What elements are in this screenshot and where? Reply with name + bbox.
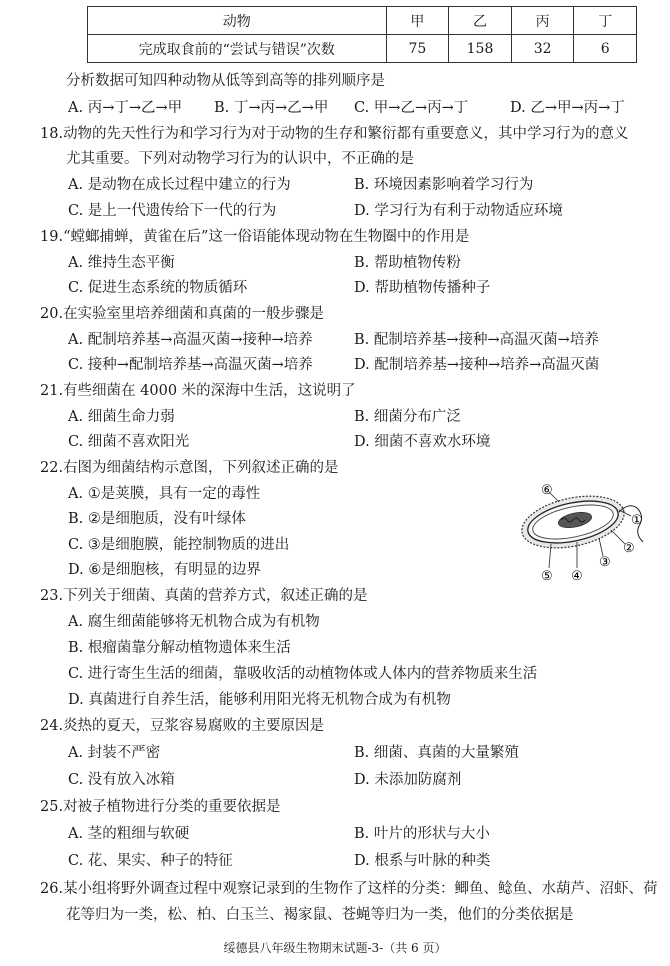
q26-number: 26. <box>40 881 64 897</box>
q20-option-d: D. 配制培养基→接种→培养→高温灭菌 <box>354 357 600 373</box>
figure-label-1: ① <box>631 513 643 528</box>
q21-stem-text: 有些细菌在 4000 米的深海中生活，这说明了 <box>63 383 356 399</box>
q19-option-b: B. 帮助植物传粉 <box>354 255 461 271</box>
q17-option-d: D. 乙→甲→丙→丁 <box>510 100 625 116</box>
q17-option-a: A. 丙→丁→乙→甲 <box>68 100 183 116</box>
q26-stem <box>40 879 658 899</box>
figure-label-3: ③ <box>599 555 611 570</box>
table-cell: 32 <box>511 35 574 63</box>
q19-option-a: A. 维持生态平衡 <box>68 255 175 271</box>
q20-number: 20. <box>40 306 64 322</box>
q21-option-d: D. 细菌不喜欢水环境 <box>354 434 491 450</box>
figure-label-5: ⑤ <box>541 569 553 584</box>
q22-option-b: B. ②是细胞质，没有叶绿体 <box>68 511 246 527</box>
q22-stem <box>40 458 339 478</box>
q23-stem <box>40 586 368 606</box>
table-cell: 158 <box>449 35 512 63</box>
q25-option-c: C. 花、果实、种子的特征 <box>68 853 233 869</box>
figure-label-2: ② <box>623 541 635 556</box>
table-header-cell: 丁 <box>574 7 637 35</box>
q24-stem <box>40 716 324 736</box>
q22-number: 22. <box>40 460 64 476</box>
q25-option-d: D. 根系与叶脉的种类 <box>354 853 491 869</box>
q20-option-c: C. 接种→配制培养基→高温灭菌→培养 <box>68 357 313 373</box>
q20-stem-text: 在实验室里培养细菌和真菌的一般步骤是 <box>63 306 325 322</box>
q22-option-d: D. ⑥是细胞核，有明显的边界 <box>68 562 261 578</box>
q19-number: 19. <box>40 229 64 245</box>
animal-trial-table <box>87 6 637 63</box>
q20-stem <box>40 304 324 324</box>
q24-option-d: D. 未添加防腐剂 <box>354 772 462 788</box>
q21-number: 21. <box>40 383 64 399</box>
q17-option-b: B. 丁→丙→乙→甲 <box>214 100 329 116</box>
q20-option-a: A. 配制培养基→高温灭菌→接种→培养 <box>68 332 313 348</box>
q18-option-c: C. 是上一代遗传给下一代的行为 <box>68 203 277 219</box>
q22-stem-text: 右图为细菌结构示意图，下列叙述正确的是 <box>63 460 339 476</box>
bacteria-structure-diagram <box>511 480 661 585</box>
q21-stem <box>40 381 356 401</box>
page-footer: 绥德县八年级生物期末试题-3-（共 6 页） <box>223 941 447 955</box>
q23-number: 23. <box>40 588 64 604</box>
table-header-cell: 动物 <box>88 7 387 35</box>
q18-option-a: A. 是动物在成长过程中建立的行为 <box>68 177 291 193</box>
table-header-cell: 乙 <box>449 7 512 35</box>
table-header-cell: 甲 <box>386 7 449 35</box>
q26-stem-line2: 花等归为一类，松、柏、白玉兰、褐家鼠、苍蝇等归为一类，他们的分类依据是 <box>66 907 574 923</box>
q20-option-b: B. 配制培养基→接种→高温灭菌→培养 <box>354 332 599 348</box>
q24-option-b: B. 细菌、真菌的大量繁殖 <box>354 745 519 761</box>
q18-option-b: B. 环境因素影响着学习行为 <box>354 177 534 193</box>
q23-option-a: A. 腐生细菌能够将无机物合成为有机物 <box>68 614 320 630</box>
q22-option-c: C. ③是细胞膜，能控制物质的进出 <box>68 537 290 553</box>
q19-option-d: D. 帮助植物传播种子 <box>354 280 491 296</box>
q23-stem-text: 下列关于细菌、真菌的营养方式，叙述正确的是 <box>63 588 368 604</box>
figure-label-4: ④ <box>571 569 583 584</box>
q24-number: 24. <box>40 718 64 734</box>
q18-stem <box>40 124 629 144</box>
q25-stem <box>40 797 281 817</box>
q19-option-c: C. 促进生态系统的物质循环 <box>68 280 248 296</box>
figure-label-6: ⑥ <box>541 483 553 498</box>
q25-option-a: A. 茎的粗细与软硬 <box>68 826 190 842</box>
q18-stem-line2: 尤其重要。下列对动物学习行为的认识中，不正确的是 <box>66 151 414 167</box>
q23-option-c: C. 进行寄生生活的细菌，靠吸收活的动植物体或人体内的营养物质来生活 <box>68 666 538 682</box>
q21-option-a: A. 细菌生命力弱 <box>68 409 175 425</box>
q17-stem: 分析数据可知四种动物从低等到高等的排列顺序是 <box>66 73 385 89</box>
q24-option-a: A. 封装不严密 <box>68 745 161 761</box>
q19-stem <box>40 227 469 247</box>
table-cell: 6 <box>574 35 637 63</box>
q18-stem-text: 动物的先天性行为和学习行为对于动物的生存和繁衍都有重要意义，其中学习行为的意义 <box>63 126 629 142</box>
q18-option-d: D. 学习行为有利于动物适应环境 <box>354 203 563 219</box>
q23-option-d: D. 真菌进行自养生活，能够利用阳光将无机物合成为有机物 <box>68 692 451 708</box>
q18-number: 18. <box>40 126 64 142</box>
q23-option-b: B. 根瘤菌靠分解动植物遗体来生活 <box>68 640 291 656</box>
q25-stem-text: 对被子植物进行分类的重要依据是 <box>63 799 281 815</box>
q22-option-a: A. ①是荚膜，具有一定的毒性 <box>68 486 261 502</box>
table-row <box>88 35 637 63</box>
table-row-label: 完成取食前的“尝试与错误”次数 <box>88 35 387 63</box>
q21-option-c: C. 细菌不喜欢阳光 <box>68 434 190 450</box>
q24-stem-text: 炎热的夏天，豆浆容易腐败的主要原因是 <box>63 718 325 734</box>
q19-stem-text: “螳螂捕蝉，黄雀在后”这一俗语能体现动物在生物圈中的作用是 <box>63 229 470 245</box>
q17-option-c: C. 甲→乙→丙→丁 <box>354 100 469 116</box>
q24-option-c: C. 没有放入冰箱 <box>68 772 175 788</box>
table-cell: 75 <box>386 35 449 63</box>
table-header-cell: 丙 <box>511 7 574 35</box>
q26-stem-text: 某小组将野外调查过程中观察记录到的生物作了这样的分类：鲫鱼、鲶鱼、水葫芦、沼虾、荷 <box>63 881 658 897</box>
q21-option-b: B. 细菌分布广泛 <box>354 409 461 425</box>
q25-number: 25. <box>40 799 64 815</box>
q25-option-b: B. 叶片的形状与大小 <box>354 826 490 842</box>
table-header-row <box>88 7 637 35</box>
